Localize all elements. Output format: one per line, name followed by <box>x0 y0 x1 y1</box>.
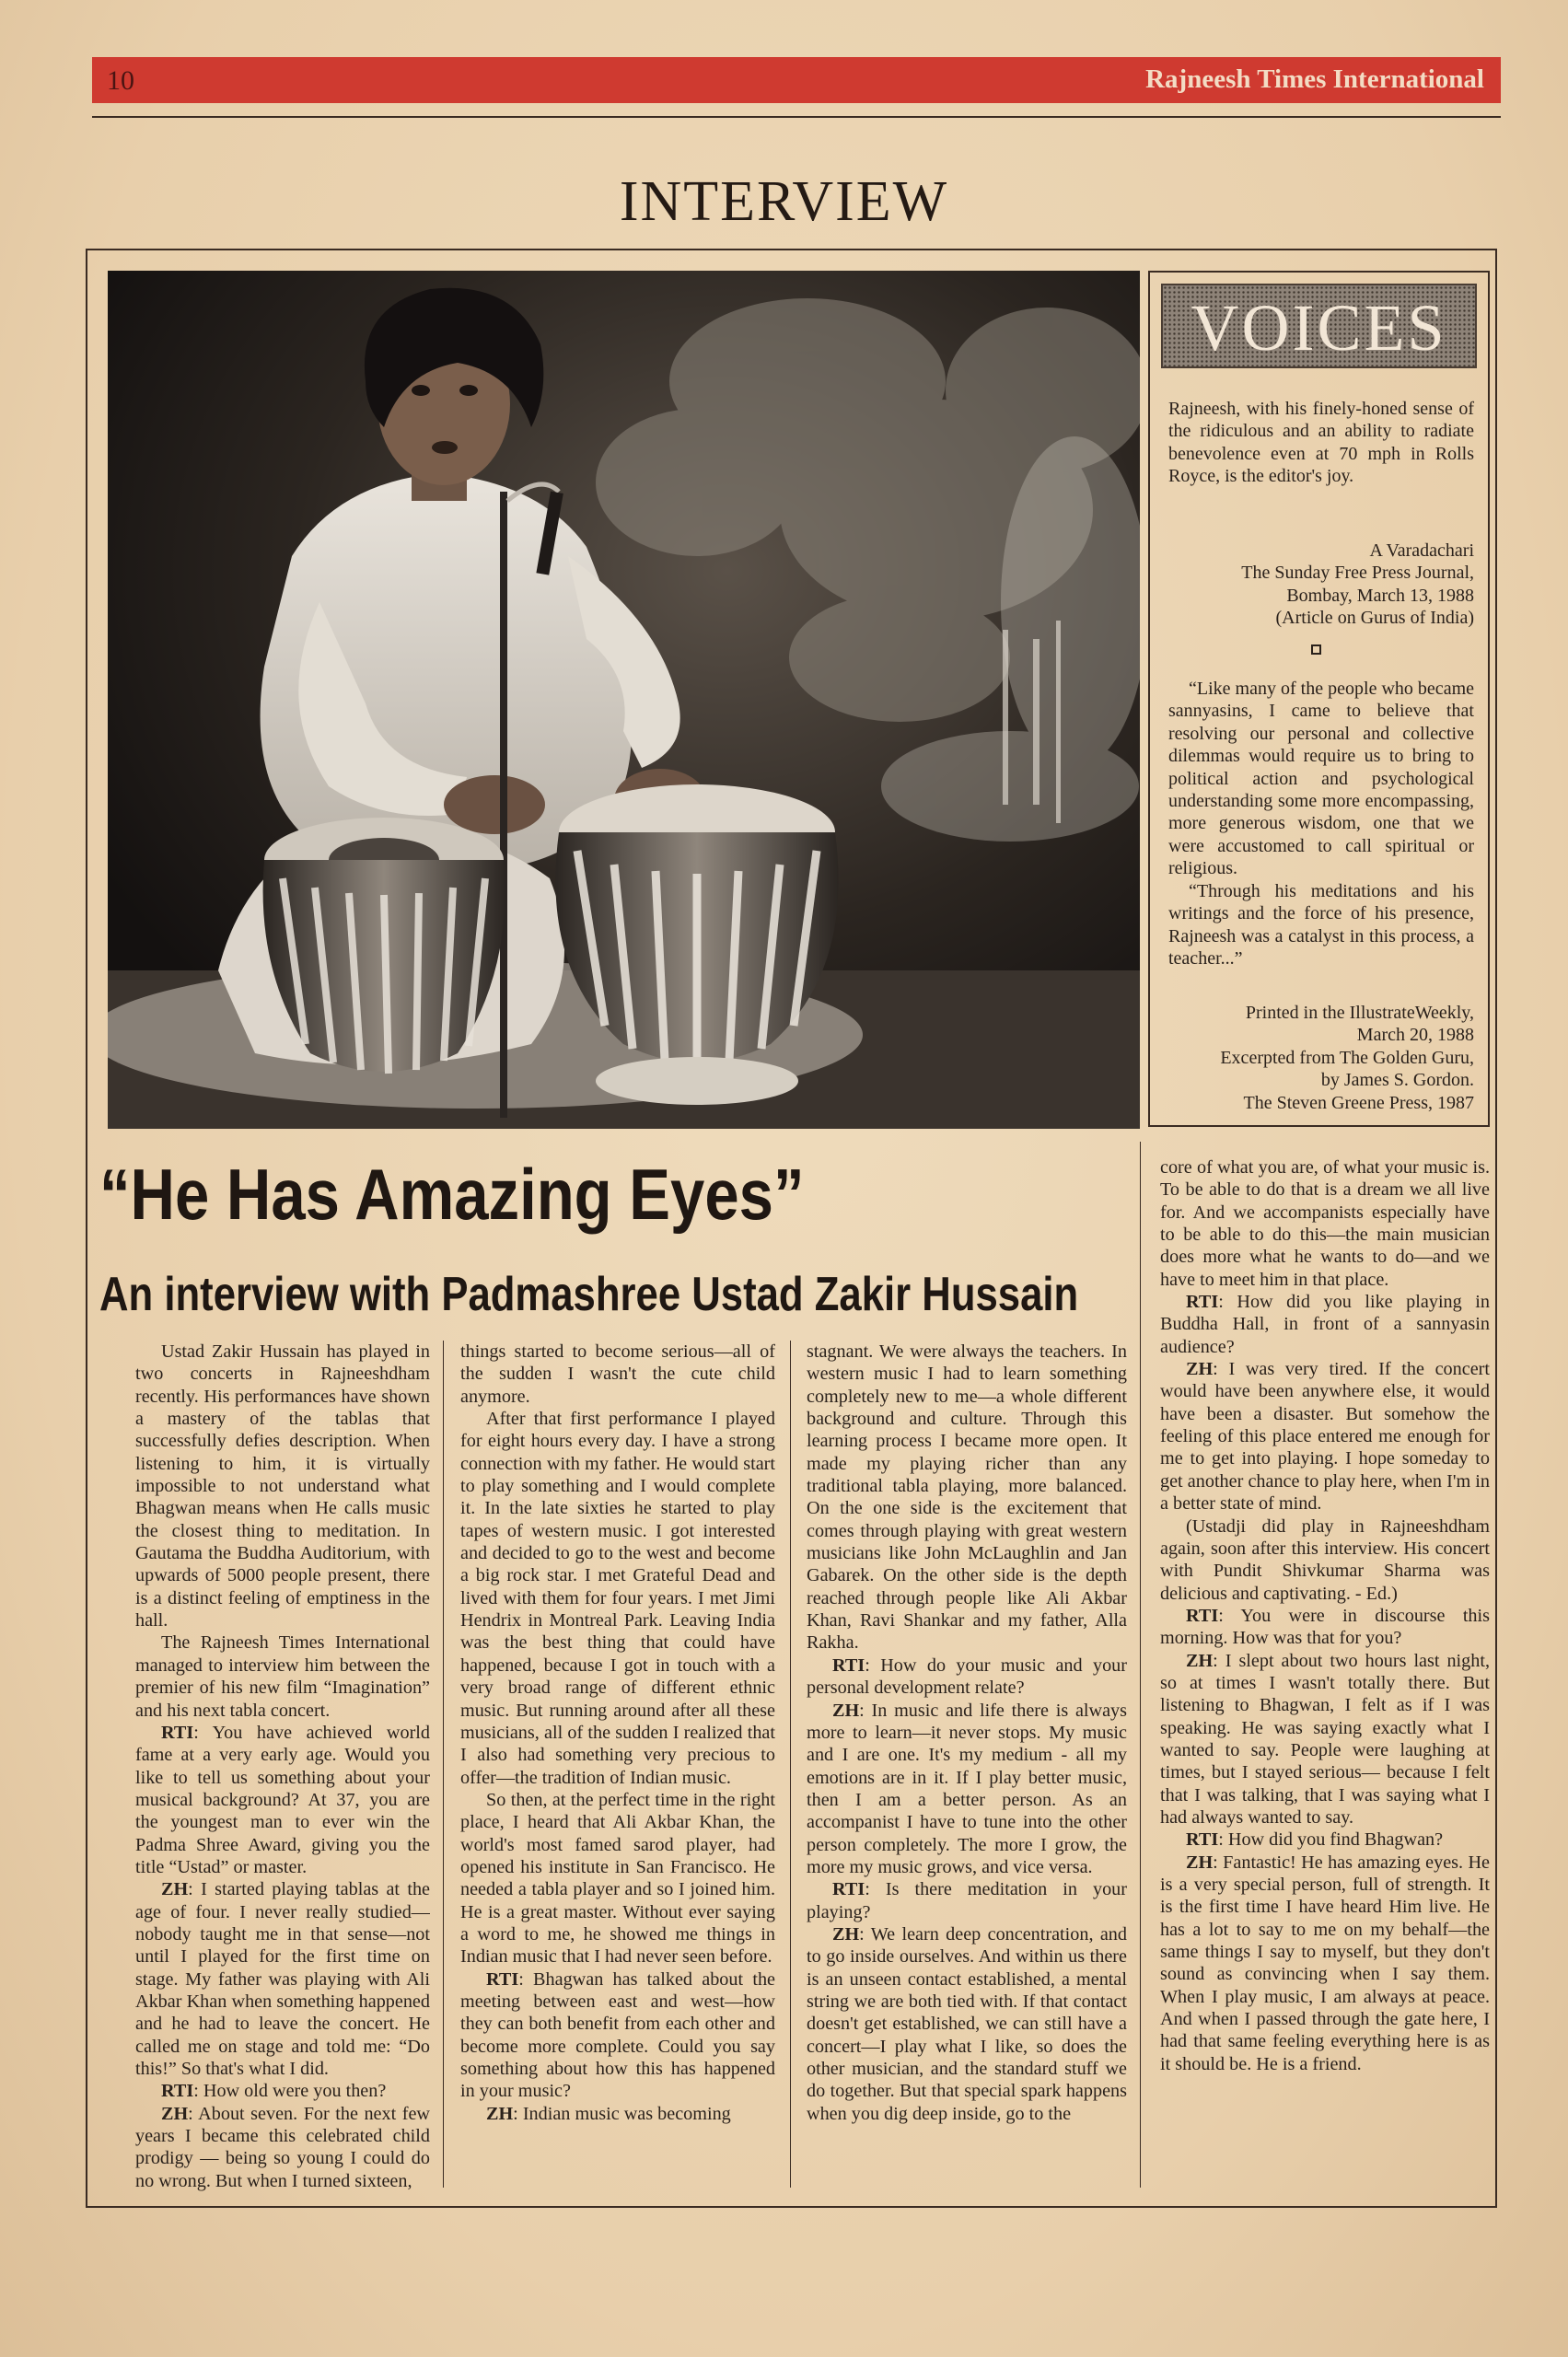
paragraph-text: : I started playing tablas at the age of four. I never really studied—nobody taught me in that sense—not until I played for the first time on stage. My father was playing with Ali Akbar Khan when something happened and he had to leave the concert. He called me on stage and told me: “Do this!” So that's what I did. <box>135 1879 430 2079</box>
paragraph-text: : In music and life there is always more to learn—it never stops. My music and I are one. It's my medium - all my emotions are in it. If I play better music, then I am a better person. As an accompanist I have to tune into the other person completely. The more I grow, the more my music grows, and vice versa. <box>807 1700 1127 1877</box>
article-paragraph <box>135 2103 430 2192</box>
article-paragraph <box>807 1878 1127 1923</box>
paragraph-text: : Is there meditation in your playing? <box>807 1879 1127 1922</box>
tabla-player-photo <box>108 271 1140 1129</box>
speaker-label: ZH <box>161 1879 189 1900</box>
article-paragraph <box>460 1789 775 1968</box>
article-paragraph <box>1160 1650 1490 1829</box>
page-number: 10 <box>107 65 134 96</box>
speaker-label: RTI <box>832 1655 865 1676</box>
paragraph-text: Ustad Zakir Hussain has played in two concerts in Rajneeshdham recently. His performances have shown a mastery of the tablas that successfully defies description. When listening to him, it is virtually impossible to not understand what Bhagwan means when He calls music the closest thing to meditation. In Gautama the Buddha Auditorium, with upwards of 5000 people present, there is a distinct feeling of emptiness in the hall. <box>135 1341 430 1631</box>
paragraph-text: : You have achieved world fame at a very early age. Would you like to tell us something about your musical background? At 37, you are the youngest man to ever win the Padma Shree Award, giving you the title “Ustad” or master. <box>135 1722 430 1877</box>
attribution-line: The Sunday Free Press Journal, <box>1241 563 1474 584</box>
paragraph-text: : Fantastic! He has amazing eyes. He is a very special person, full of strength. It is the first time I have heard Him live. He has a lot to say to me on my behalf—the same things I say to myself, but they don't sound as convincing when I say them. When I play music, I am always at peace. And when I passed through the gate here, I had that same feeling everything here is as it should be. He is a friend. <box>1160 1852 1490 2074</box>
paragraph-text: : How did you like playing in Buddha Hall, in front of a sannyasin audience? <box>1160 1292 1490 1357</box>
speaker-label: RTI <box>1186 1605 1219 1626</box>
article-paragraph <box>807 1655 1127 1700</box>
article-paragraph <box>1160 1605 1490 1650</box>
article-paragraph <box>1160 1852 1490 2075</box>
article-paragraph <box>135 1722 430 1878</box>
article-paragraph <box>135 1878 430 2080</box>
article-paragraph <box>807 1923 1127 2125</box>
article-paragraph <box>460 1968 775 2103</box>
speaker-label: RTI <box>832 1879 865 1900</box>
attribution-line: March 20, 1988 <box>1356 1025 1474 1046</box>
paragraph-text: (Ustadji did play in Rajneeshdham again, soon after this interview. His concert with Pundit Shivkumar Sharma was delicious and captivating. - Ed.) <box>1160 1515 1490 1604</box>
speaker-label: RTI <box>161 1722 194 1743</box>
paragraph-text: stagnant. We were always the teachers. In western music I had to learn something completely new to me—a whole different background and culture. Through this learning process I became more open. It made my playing richer than any traditional tabla playing, more balanced. On the one side is the excitement that comes through playing with great western musicians like John McLaughlin and Jan Gabarek. On the other side is the depth reached through people like Ali Akbar Khan, Ravi Shankar and my father, Alla Rakha. <box>807 1341 1127 1654</box>
speaker-label: ZH <box>1186 1650 1214 1671</box>
paragraph-text: : How do your music and your personal development relate? <box>807 1655 1127 1699</box>
article-paragraph <box>460 1341 775 1408</box>
article-subhead: An interview with Padmashree Ustad Zakir Hussain <box>99 1268 1079 1321</box>
paragraph-text: : Indian music was becoming <box>513 2103 731 2124</box>
column-rule <box>790 1341 791 2188</box>
article-column-1 <box>135 1341 430 2197</box>
paragraph-text: : I slept about two hours last night, so at times I wasn't totally there. But listening to Bhagwan, I felt as if I was speaking. He was saying exactly what I wanted to say. People were laughing at times, but I stayed serious— because I felt that I was talking, that I was saying what I had always wanted to say. <box>1160 1650 1490 1828</box>
paragraph-text: : Bhagwan has talked about the meeting between east and west—how they can both benefit from each other and become more complete. Could you say something about how this has happened in your music? <box>460 1968 775 2102</box>
voices-attribution-1 <box>1168 540 1474 630</box>
voices-quote-2-paragraph-1: “Like many of the people who became sannyasins, I came to believe that resolving our personal and collective dilemmas would require us to bring to political action and psychological understanding some more encompassing, more generous wisdom, one that we were accustomed to call spiritual or religious. <box>1168 679 1474 879</box>
article-paragraph <box>135 2080 430 2102</box>
attribution-line: A Varadachari <box>1369 540 1474 561</box>
speaker-label: ZH <box>832 1700 860 1721</box>
section-title: INTERVIEW <box>619 170 949 233</box>
voices-quote-1: Rajneesh, with his finely-honed sense of the ridiculous and an ability to radiate benevolence even at 70 mph in Rolls Royce, is the editor's joy. <box>1168 399 1474 487</box>
paragraph-text: : How old were you then? <box>193 2081 387 2102</box>
voices-attribution-2 <box>1168 1002 1474 1114</box>
paragraph-text: core of what you are, of what your music is. To be able to do that is a dream we all live for. And we accompanists especially have to be able to do this—the main musician does more what he wants to do—and we have to meet him in that place. <box>1160 1157 1490 1290</box>
attribution-line: Bombay, March 13, 1988 <box>1286 585 1474 606</box>
article-paragraph <box>135 1631 430 1721</box>
paragraph-text: : We learn deep concentration, and to go inside ourselves. And within us there is an unseen contact established, a mental string we are both tied with. If that contact doesn't get established, we can still have a concert—I play what I like, so does the other musician, and the standard stuff we do together. But that special spark happens when you dig deep inside, go to the <box>807 1923 1127 2124</box>
voices-sidebar <box>1148 271 1490 1127</box>
column-rule <box>443 1341 444 2188</box>
article-column-2 <box>460 1341 775 2197</box>
speaker-label: ZH <box>486 2103 514 2124</box>
speaker-label: RTI <box>161 2081 194 2102</box>
speaker-label: RTI <box>1186 1829 1219 1851</box>
paragraph-text: : About seven. For the next few years I became this celebrated child prodigy — being so young I could do no wrong. But when I turned sixteen, <box>135 2103 430 2191</box>
article-paragraph <box>135 1341 430 1631</box>
voices-banner <box>1161 284 1477 368</box>
article-column-4 <box>1160 1156 1490 2197</box>
article-paragraph <box>1160 1358 1490 1515</box>
paragraph-text: The Rajneesh Times International managed to interview him between the premier of his new film “Imagination” and his next tabla concert. <box>135 1632 430 1721</box>
photo-illustration <box>108 271 1140 1129</box>
article-paragraph <box>460 1408 775 1789</box>
article-paragraph <box>1160 1156 1490 1291</box>
paragraph-text: After that first performance I played for eight hours every day. I have a strong connection with my father. He would start to play something and I would complete it. In the late sixties he started to play tapes of western music. I got interested and decided to go to the west and become a big rock star. I met Grateful Dead and lived with them for four years. I met Jimi Hendrix in Montreal Park. Leaving India was the best thing that could have happened, because I got in touch with a very broad range of different ethnic music. But running around after all these musicians, all of the sudden I realized that I also had something very precious to offer—the tradition of Indian music. <box>460 1409 775 1788</box>
speaker-label: ZH <box>1186 1359 1214 1380</box>
header-bar <box>92 57 1501 103</box>
paragraph-text: : You were in discourse this morning. How was that for you? <box>1160 1605 1490 1649</box>
attribution-line: Printed in the IllustrateWeekly, <box>1245 1003 1474 1023</box>
paragraph-text: : How did you find Bhagwan? <box>1218 1829 1444 1851</box>
paragraph-text: : I was very tired. If the concert would have been anywhere else, it would have been a disaster. But somehow the feeling of this place entered me enough for me to get into playing. I hope someday to get another chance to play here, when I'm in a better state of mind. <box>1160 1359 1490 1515</box>
article-column-3 <box>807 1341 1127 2197</box>
attribution-line: The Steven Greene Press, 1987 <box>1243 1092 1474 1113</box>
publication-name: Rajneesh Times International <box>1145 64 1484 94</box>
separator-square-icon <box>1311 644 1321 655</box>
article-paragraph <box>807 1700 1127 1879</box>
header-rule <box>92 116 1501 118</box>
attribution-line: (Article on Gurus of India) <box>1275 608 1474 629</box>
paragraph-text: things started to become serious—all of the sudden I wasn't the cute child anymore. <box>460 1341 775 1407</box>
speaker-label: ZH <box>832 1923 860 1945</box>
column-rule <box>1140 1142 1141 2188</box>
article-paragraph <box>1160 1515 1490 1605</box>
attribution-line: by James S. Gordon. <box>1320 1070 1474 1091</box>
attribution-line: Excerpted from The Golden Guru, <box>1220 1047 1474 1068</box>
paragraph-text: So then, at the perfect time in the right place, I heard that Ali Akbar Khan, the world's most famed sarod player, had opened his institute in San Francisco. He needed a tabla player and so I joined him. He is a great master. Without ever saying a word to me, he showed me things in Indian music that I had never seen before. <box>460 1789 775 1968</box>
speaker-label: RTI <box>486 1968 519 1990</box>
article-paragraph <box>1160 1829 1490 1851</box>
article-paragraph <box>460 2103 775 2125</box>
speaker-label: ZH <box>1186 1852 1214 1873</box>
article-headline: “He Has Amazing Eyes” <box>99 1154 805 1235</box>
speaker-label: RTI <box>1186 1292 1219 1313</box>
speaker-label: ZH <box>161 2103 189 2124</box>
voices-quote-2-paragraph-2: “Through his meditations and his writings and the force of his presence, Rajneesh was a catalyst in this process, a teacher...” <box>1168 881 1474 970</box>
article-paragraph <box>1160 1291 1490 1358</box>
article-paragraph <box>807 1341 1127 1655</box>
voices-title: VOICES <box>1191 291 1447 365</box>
